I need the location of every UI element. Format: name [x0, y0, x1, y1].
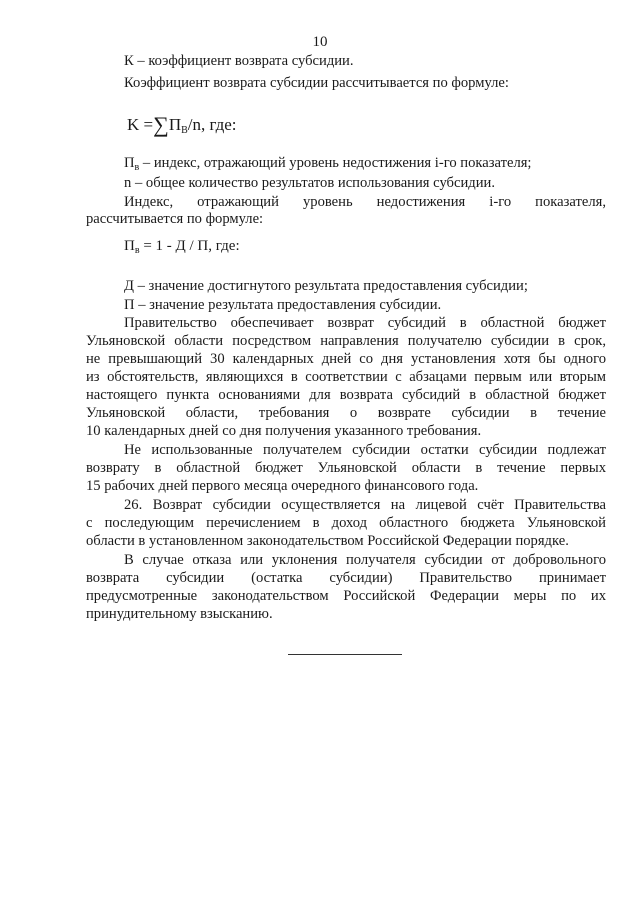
formula-subscript: в: [134, 245, 140, 256]
text-line: Коэффициент возврата субсидии рассчитывается по формуле:: [124, 75, 509, 91]
text-line: из обстоятельств, являющихся в соответствии с абзацами первым или вторым: [86, 369, 606, 385]
text-line: области в установленном законодательством Российской Федерации порядке.: [86, 533, 569, 549]
sum-symbol: ∑: [153, 112, 169, 137]
formula-p: П: [124, 238, 135, 254]
page-number: 10: [312, 34, 328, 50]
text-line: К – коэффициент возврата субсидии.: [124, 53, 354, 69]
definition-text: – индекс, отражающий уровень недостижения i-го показателя;: [139, 155, 532, 171]
text-line: n – общее количество результатов использования субсидии.: [124, 175, 495, 191]
formula-p: П: [168, 115, 182, 134]
text-line: возврату в областной бюджет Ульяновской области в течение первых: [86, 460, 606, 476]
text-line: Д – значение достигнутого результата предоставления субсидии;: [124, 278, 528, 294]
text-line: Правительство обеспечивает возврат субсидий в областной бюджет: [124, 315, 606, 331]
text-line: предусмотренные законодательством Российской Федерации меры по их: [86, 588, 606, 604]
text-line: настоящего пункта основаниями для возврата субсидий в областной бюджет: [86, 387, 606, 403]
text-line: принудительному взысканию.: [86, 606, 273, 622]
symbol-subscript: в: [134, 162, 140, 173]
text-line: 15 рабочих дней первого месяца очередного финансового года.: [86, 478, 479, 494]
formula-rest: = 1 - Д / П, где:: [139, 238, 240, 254]
text-line: В случае отказа или уклонения получателя субсидии от добровольного: [124, 552, 606, 568]
text-line: Не использованные получателем субсидии остатки субсидии подлежат: [124, 442, 606, 458]
closing-divider: [288, 654, 402, 655]
text-line: возврата субсидии (остатка субсидии) Правительство принимает: [86, 570, 606, 586]
text-line: с последующим перечислением в доход областного бюджета Ульяновской: [86, 515, 606, 531]
text-line: Индекс, отражающий уровень недостижения i-го показателя,: [124, 194, 606, 210]
symbol-p: П: [124, 155, 135, 171]
text-line: 26. Возврат субсидии осуществляется на лицевой счёт Правительства: [124, 497, 606, 513]
text-line: 10 календарных дней со дня получения указанного требования.: [86, 423, 482, 439]
formula-subscript: В: [181, 125, 188, 136]
formula-rest: /n, где:: [187, 115, 237, 134]
text-line: Ульяновской области, требования о возврате субсидии в течение: [86, 405, 606, 421]
formula-return-coefficient: [127, 112, 237, 138]
text-line: рассчитывается по формуле:: [86, 211, 264, 227]
formula-index: [124, 238, 240, 256]
text-line: не превышающий 30 календарных дней со дня установления хотя бы одного: [86, 351, 606, 367]
text-line: Ульяновской области посредством направления получателю субсидии в срок,: [86, 333, 606, 349]
text-line: П – значение результата предоставления субсидии.: [124, 297, 442, 313]
formula-lhs: K =: [127, 115, 154, 134]
